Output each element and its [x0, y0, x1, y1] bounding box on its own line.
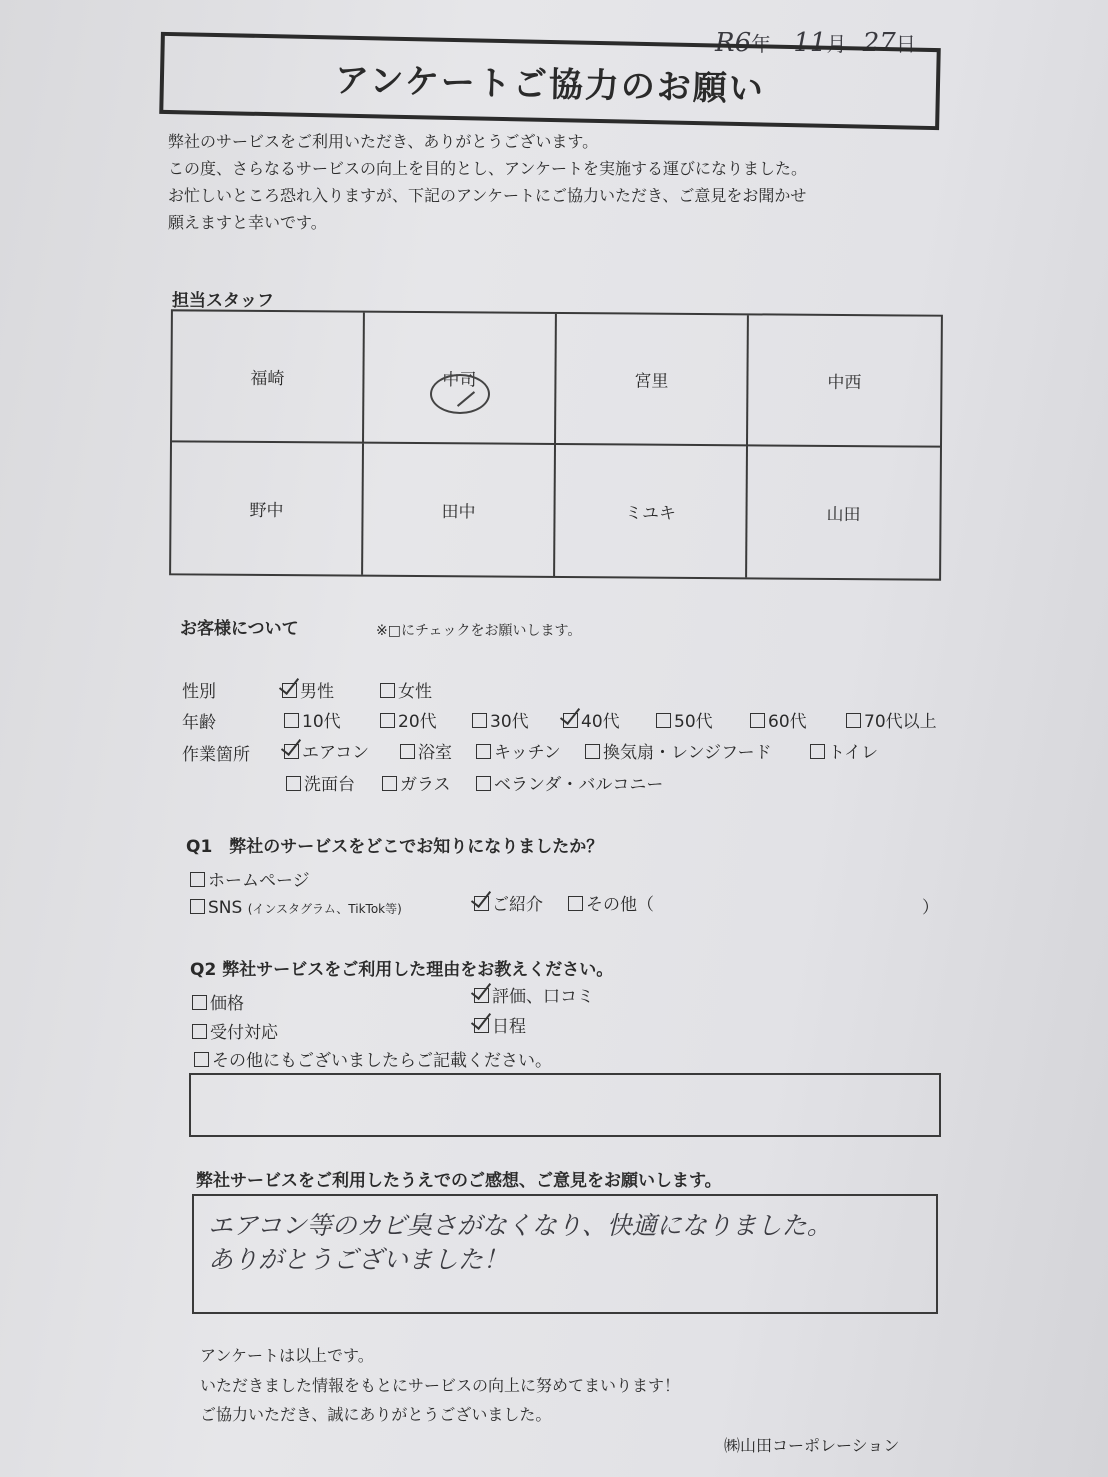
- checkbox[interactable]: [194, 1052, 209, 1067]
- checkbox-checked[interactable]: [282, 683, 297, 698]
- age-label: 年齢: [182, 713, 216, 733]
- date-day-label: 日: [895, 32, 916, 56]
- q1-option-other[interactable]: その他（: [568, 890, 654, 915]
- staff-cell[interactable]: 中西: [748, 315, 941, 447]
- intro-line-2: この度、さらなるサービスの向上を目的とし、アンケートを実施する運びになりました。: [168, 159, 808, 178]
- area-option[interactable]: 浴室: [400, 738, 452, 763]
- area-option[interactable]: 換気扇・レンジフード: [585, 738, 772, 763]
- checkbox[interactable]: [284, 713, 299, 728]
- staff-cell[interactable]: ミユキ: [555, 445, 748, 577]
- checkbox[interactable]: [192, 1024, 207, 1039]
- intro-line-1: 弊社のサービスをご利用いただき、ありがとうございます。: [168, 132, 599, 151]
- q2-option-reception[interactable]: 受付対応: [192, 1018, 278, 1043]
- age-option[interactable]: 70代以上: [846, 707, 937, 732]
- intro-line-3: お忙しいところ恐れ入りますが、下記のアンケートにご協力いただき、ご意見をお聞かせ: [168, 186, 807, 205]
- age-option[interactable]: 20代: [380, 707, 437, 732]
- feedback-input[interactable]: [192, 1194, 938, 1314]
- staff-cell[interactable]: 田中: [363, 444, 556, 576]
- intro-line-4: 願えますと幸いです。: [168, 213, 327, 232]
- age-option[interactable]: 10代: [284, 707, 341, 732]
- date-day: 27: [862, 28, 896, 58]
- q1-option-referral[interactable]: ご紹介: [474, 890, 543, 915]
- page-title: アンケートご協力のお願い: [334, 60, 766, 109]
- checkbox-checked[interactable]: [474, 1018, 489, 1033]
- staff-cell[interactable]: 野中: [171, 442, 364, 574]
- closing-line-2: いただきました情報をもとにサービスの向上に努めてまいります！: [200, 1376, 681, 1395]
- area-label: 作業箇所: [182, 745, 250, 765]
- date-month: 11: [793, 28, 827, 58]
- date-year-label: 年: [751, 32, 772, 56]
- checkbox-checked[interactable]: [284, 744, 299, 759]
- area-option[interactable]: キッチン: [476, 738, 561, 763]
- closing-line-3: ご協力いただき、誠にありがとうございました。: [200, 1405, 552, 1424]
- title-box: [159, 32, 941, 130]
- area-option[interactable]: ベランダ・バルコニー: [476, 770, 663, 795]
- gender-option-female[interactable]: 女性: [380, 677, 432, 702]
- feedback-text-line-2: ありがとうございました！: [208, 1245, 509, 1274]
- closing-line-1: アンケートは以上です。: [200, 1346, 374, 1365]
- q1-option-sns[interactable]: SNS (インスタグラム、TikTok等): [190, 898, 402, 918]
- gender-label: 性別: [182, 682, 216, 702]
- q1-question: Q1 弊社のサービスをどこでお知りになりましたか？: [186, 837, 604, 857]
- checkbox[interactable]: [400, 744, 415, 759]
- q2-other-input[interactable]: [189, 1073, 941, 1137]
- checkbox-checked[interactable]: [474, 896, 489, 911]
- checkbox[interactable]: [382, 776, 397, 791]
- checkbox[interactable]: [656, 713, 671, 728]
- feedback-text-line-1: エアコン等のカビ臭さがなくなり、快適になりました。: [208, 1211, 832, 1240]
- gender-option-male[interactable]: 男性: [282, 677, 334, 702]
- checkbox[interactable]: [810, 744, 825, 759]
- staff-table: [169, 309, 943, 580]
- checkbox[interactable]: [380, 683, 395, 698]
- area-option[interactable]: トイレ: [810, 738, 878, 763]
- checkbox[interactable]: [846, 713, 861, 728]
- checkbox[interactable]: [750, 713, 765, 728]
- feedback-heading: 弊社サービスをご利用したうえでのご感想、ご意見をお願いします。: [196, 1171, 722, 1191]
- area-option[interactable]: 洗面台: [286, 770, 355, 795]
- checkbox[interactable]: [286, 776, 301, 791]
- q2-option-schedule[interactable]: 日程: [474, 1012, 526, 1037]
- q1-option-homepage[interactable]: ホームページ: [190, 866, 310, 891]
- customer-heading: お客様について: [180, 619, 299, 639]
- staff-cell[interactable]: 宮里: [556, 314, 749, 446]
- checkbox-checked[interactable]: [474, 988, 489, 1003]
- checkbox[interactable]: [380, 713, 395, 728]
- q2-question: Q2 弊社サービスをご利用した理由をお教えください。: [190, 960, 614, 980]
- age-option-selected[interactable]: 40代: [563, 707, 620, 732]
- age-option[interactable]: 50代: [656, 707, 713, 732]
- staff-cell[interactable]: 福崎: [172, 311, 365, 443]
- staff-cell-selected[interactable]: 中司: [364, 313, 557, 445]
- checkbox[interactable]: [476, 744, 491, 759]
- checkbox[interactable]: [472, 713, 487, 728]
- staff-cell[interactable]: 山田: [826, 504, 861, 526]
- age-option[interactable]: 30代: [472, 707, 529, 732]
- date-month-label: 月: [826, 32, 847, 56]
- checkbox[interactable]: [585, 744, 600, 759]
- date-era: R6: [715, 28, 752, 58]
- q2-option-review[interactable]: 評価、口コミ: [474, 982, 594, 1007]
- area-option[interactable]: ガラス: [382, 770, 451, 795]
- q1-other-close: ）: [922, 898, 939, 918]
- age-option[interactable]: 60代: [750, 707, 807, 732]
- q2-option-other[interactable]: その他にもございましたらご記載ください。: [194, 1046, 552, 1071]
- checkbox[interactable]: [190, 899, 205, 914]
- company-name: ㈱山田コーポレーション: [724, 1436, 900, 1455]
- checkbox[interactable]: [190, 872, 205, 887]
- checkbox[interactable]: [568, 896, 583, 911]
- q2-option-price[interactable]: 価格: [192, 989, 244, 1014]
- checkbox[interactable]: [192, 995, 207, 1010]
- checkbox[interactable]: [476, 776, 491, 791]
- checkbox-checked[interactable]: [563, 713, 578, 728]
- customer-note: ※□にチェックをお願いします。: [376, 623, 582, 639]
- area-option-selected[interactable]: エアコン: [284, 738, 369, 763]
- selection-circle-mark: [430, 374, 490, 414]
- staff-label: 担当スタッフ: [172, 291, 274, 311]
